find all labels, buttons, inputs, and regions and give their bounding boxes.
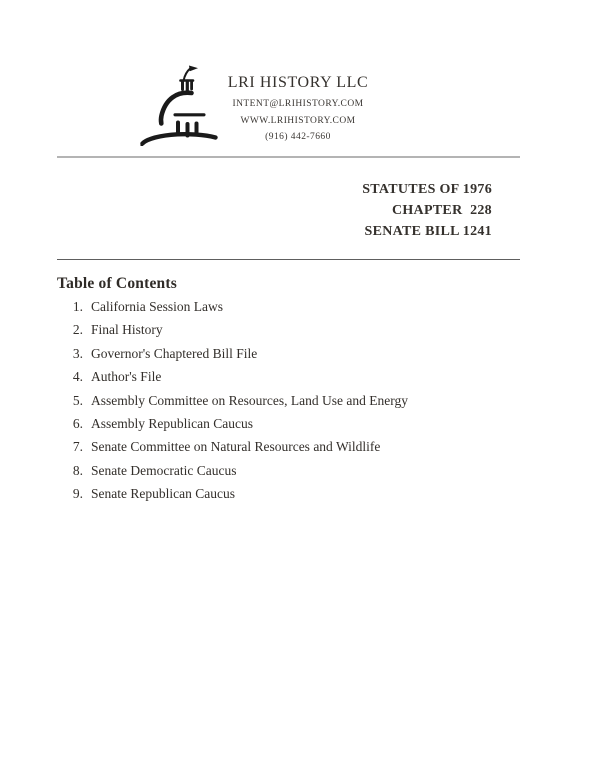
toc-heading: Table of Contents	[57, 275, 177, 292]
company-website: WWW.LRIHISTORY.COM	[240, 115, 356, 126]
toc-item	[57, 365, 408, 388]
toc-item-label: Assembly Committee on Resources, Land Use and Energy	[91, 392, 408, 408]
toc-item-number: 6.	[72, 415, 83, 431]
toc-item	[57, 459, 408, 482]
toc-list	[57, 295, 408, 506]
toc-item	[57, 295, 408, 318]
toc-item	[57, 389, 408, 412]
toc-item	[57, 318, 408, 341]
divider-bottom	[57, 259, 520, 260]
toc-item-number: 9.	[72, 486, 83, 502]
company-phone: (916) 442-7660	[265, 132, 331, 142]
company-email: INTENT@LRIHISTORY.COM	[232, 99, 364, 109]
toc-item-number: 3.	[72, 345, 83, 361]
letterhead	[216, 73, 380, 146]
toc-item	[57, 435, 408, 458]
toc-item-label: Governor's Chaptered Bill File	[91, 345, 258, 361]
bill-reference	[362, 179, 492, 242]
toc-item-label: Author's File	[91, 369, 162, 385]
company-name: LRI HISTORY LLC	[227, 74, 369, 91]
toc-item-number: 8.	[72, 462, 83, 478]
senate-bill-line: SENATE BILL 1241	[364, 224, 492, 239]
divider-top	[57, 156, 520, 158]
toc-item-number: 1.	[72, 299, 83, 314]
toc-item-label: Final History	[91, 322, 163, 338]
toc-item	[57, 412, 408, 435]
toc-item-number: 7.	[72, 439, 83, 455]
toc-item	[57, 482, 408, 505]
toc-item-label: Assembly Republican Caucus	[91, 415, 253, 431]
capitol-dome-logo-icon	[138, 64, 218, 146]
toc-item-label: California Session Laws	[91, 299, 223, 314]
toc-item-number: 2.	[72, 322, 83, 338]
toc-item-label: Senate Republican Caucus	[91, 486, 235, 502]
toc-item-label: Senate Democratic Caucus	[91, 462, 237, 478]
toc-item-number: 5.	[72, 392, 83, 408]
toc-item	[57, 342, 408, 365]
statutes-line: STATUTES OF 1976	[362, 182, 492, 197]
toc-item-number: 4.	[72, 369, 83, 385]
toc-item-label: Senate Committee on Natural Resources and Wildlife	[91, 439, 381, 455]
chapter-line: CHAPTER 228	[391, 203, 492, 218]
contact-block	[216, 96, 380, 146]
